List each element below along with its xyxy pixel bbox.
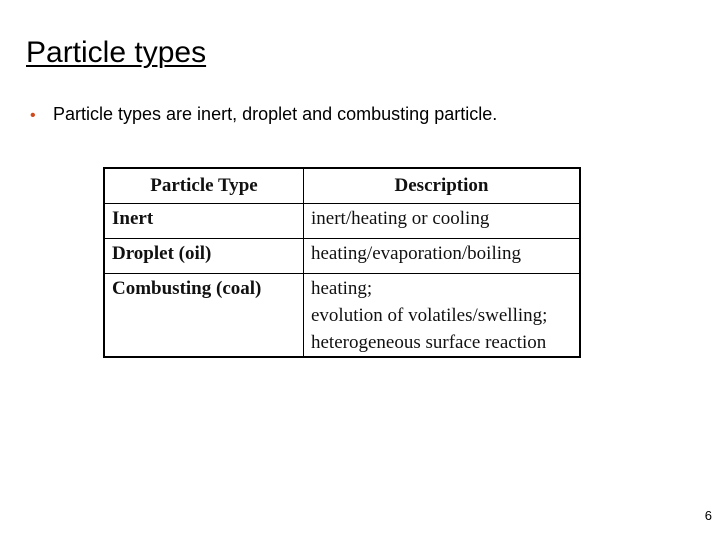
column-header-particle-type: Particle Type	[105, 169, 304, 204]
bullet-point	[30, 104, 497, 125]
description-cell	[304, 204, 580, 239]
table-row	[105, 204, 579, 239]
description-line: heterogeneous surface reaction	[311, 332, 547, 353]
page-number: 6	[704, 508, 712, 523]
bullet-dot-icon: •	[30, 107, 36, 124]
description-line: heating/evaporation/boiling	[311, 243, 522, 264]
particle-type-cell: Inert	[105, 204, 304, 239]
description-line: heating;	[311, 278, 373, 299]
description-cell	[304, 274, 580, 357]
particle-type-cell: Droplet (oil)	[105, 239, 304, 274]
description-line: inert/heating or cooling	[311, 208, 490, 229]
particle-table	[105, 169, 579, 356]
particle-table-frame	[103, 167, 581, 358]
particle-type-cell: Combusting (coal)	[105, 274, 304, 357]
bullet-text: Particle types are inert, droplet and combusting particle.	[53, 104, 498, 124]
table-row	[105, 274, 579, 357]
description-cell	[304, 239, 580, 274]
description-line: evolution of volatiles/swelling;	[311, 305, 548, 326]
slide-title: Particle types	[26, 36, 207, 69]
table-row	[105, 239, 579, 274]
column-header-description: Description	[304, 169, 580, 204]
table-header-row	[105, 169, 579, 204]
